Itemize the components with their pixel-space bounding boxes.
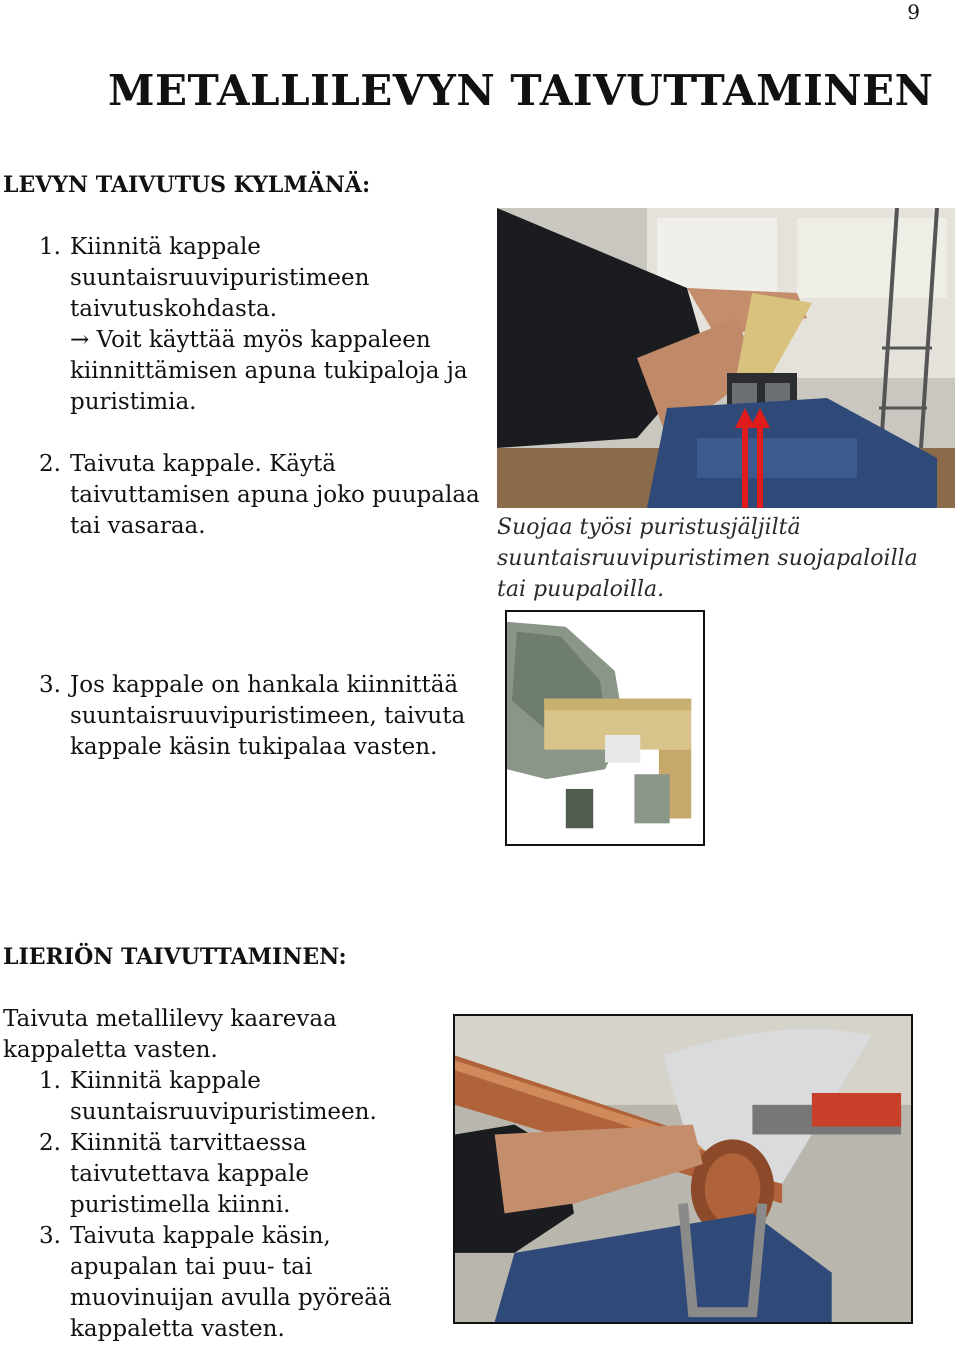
step-text-line: muovinuijan avulla pyöreää bbox=[70, 1285, 392, 1311]
step-text-line: taivutettava kappale bbox=[70, 1161, 309, 1187]
step-text-line: kappaletta vasten. bbox=[70, 1316, 285, 1342]
step-number: 3. bbox=[39, 1223, 61, 1249]
page-title: METALLILEVYN TAIVUTTAMINEN bbox=[108, 66, 934, 115]
section2-body bbox=[3, 1004, 443, 1345]
photo-cylinder-bending bbox=[453, 1014, 913, 1324]
step-text-line: Kiinnitä kappale bbox=[70, 234, 261, 260]
steps-list-2 bbox=[3, 1066, 443, 1345]
step-text-line: taivutuskohdasta. bbox=[70, 296, 278, 322]
step-text-line: kappale käsin tukipalaa vasten. bbox=[70, 734, 438, 760]
step-text-line: suuntaisruuvipuristimeen, taivuta bbox=[70, 703, 466, 729]
step-1 bbox=[3, 1066, 443, 1128]
caption-line: tai puupaloilla. bbox=[497, 577, 665, 602]
step-number: 2. bbox=[39, 451, 61, 477]
step-text-line: → Voit käyttää myös kappaleen bbox=[70, 327, 431, 353]
step-text-line: kiinnittämisen apuna tukipaloja ja bbox=[70, 358, 468, 384]
step-text-line: apupalan tai puu- tai bbox=[70, 1254, 313, 1280]
step-1 bbox=[3, 232, 483, 418]
step-number: 2. bbox=[39, 1130, 61, 1156]
step-text-line: tai vasaraa. bbox=[70, 513, 206, 539]
step-text-line: Taivuta kappale käsin, bbox=[70, 1223, 331, 1249]
step-text-line: puristimella kiinni. bbox=[70, 1192, 291, 1218]
section-heading-cylinder-bending: LIERIÖN TAIVUTTAMINEN: bbox=[3, 944, 347, 970]
step-3 bbox=[3, 1221, 443, 1345]
step-text-line: suuntaisruuvipuristimeen. bbox=[70, 1099, 377, 1125]
step-text-line: Taivuta kappale. Käytä bbox=[70, 451, 336, 477]
step-text-line: Jos kappale on hankala kiinnittää bbox=[70, 672, 459, 698]
intro-line: Taivuta metallilevy kaarevaa bbox=[3, 1006, 337, 1032]
steps-list-1b bbox=[3, 670, 493, 763]
step-text-line: Kiinnitä tarvittaessa bbox=[70, 1130, 307, 1156]
section-heading-cold-bending: LEVYN TAIVUTUS KYLMÄNÄ: bbox=[3, 172, 371, 198]
caption-line: Suojaa työsi puristusjäljiltä bbox=[497, 515, 801, 540]
caption-line: suuntaisruuvipuristimen suojapaloilla bbox=[497, 546, 918, 571]
step-2 bbox=[3, 449, 483, 542]
photo-vise-bending bbox=[497, 208, 955, 508]
page-number: 9 bbox=[907, 0, 920, 24]
step-number: 1. bbox=[39, 234, 61, 260]
step-number: 3. bbox=[39, 672, 61, 698]
step-number: 1. bbox=[39, 1068, 61, 1094]
photo-caption bbox=[497, 512, 947, 605]
step-text-line: taivuttamisen apuna joko puupalaa bbox=[70, 482, 480, 508]
step-text-line: puristimia. bbox=[70, 389, 197, 415]
intro-line: kappaletta vasten. bbox=[3, 1037, 218, 1063]
step-text-line: suuntaisruuvipuristimeen bbox=[70, 265, 370, 291]
step-2 bbox=[3, 1128, 443, 1221]
step-3 bbox=[3, 670, 493, 763]
step-text-line: Kiinnitä kappale bbox=[70, 1068, 261, 1094]
photo-hand-bending-block bbox=[505, 610, 705, 846]
steps-list-1 bbox=[3, 232, 483, 542]
